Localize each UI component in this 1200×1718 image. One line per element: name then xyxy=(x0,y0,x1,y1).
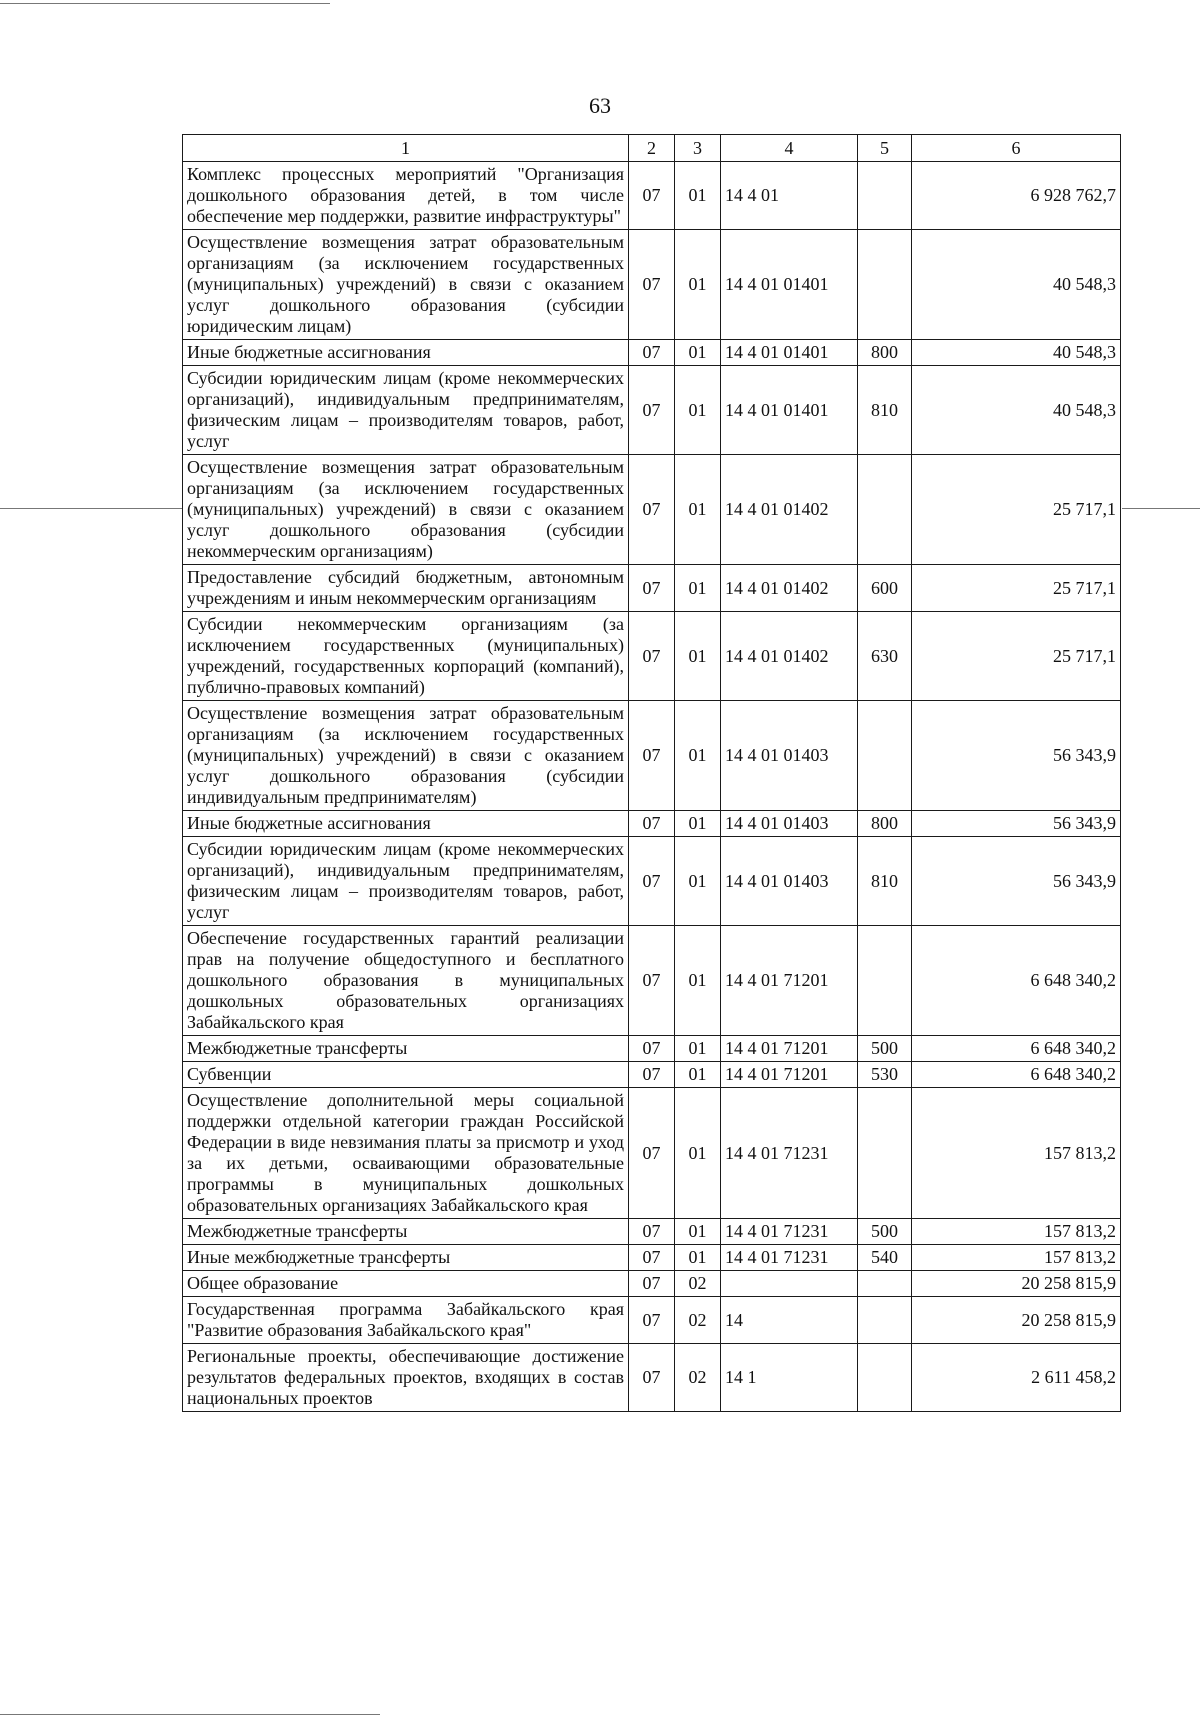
row-amount: 40 548,3 xyxy=(912,230,1121,340)
row-amount: 157 813,2 xyxy=(912,1245,1121,1271)
row-expense-type xyxy=(858,926,912,1036)
table-row xyxy=(183,1036,1121,1062)
page-number: 63 xyxy=(589,93,611,118)
row-subsection: 02 xyxy=(675,1297,721,1344)
row-expense-type: 500 xyxy=(858,1036,912,1062)
row-amount: 6 648 340,2 xyxy=(912,926,1121,1036)
row-name: Комплекс процессных мероприятий "Организация дошкольного образования детей, в том числе обеспечение мер поддержки, развитие инфраструктуры" xyxy=(183,162,629,230)
row-section: 07 xyxy=(629,1271,675,1297)
row-expense-type: 500 xyxy=(858,1219,912,1245)
row-section: 07 xyxy=(629,230,675,340)
row-name: Осуществление возмещения затрат образовательным организациям (за исключением государственных (муниципальных) учреждений) в связи с оказанием услуг дошкольного образования (субсидии юридическим лицам) xyxy=(183,230,629,340)
row-subsection: 01 xyxy=(675,701,721,811)
row-amount: 20 258 815,9 xyxy=(912,1297,1121,1344)
table-row xyxy=(183,1344,1121,1412)
row-name: Осуществление дополнительной меры социальной поддержки отдельной категории граждан Российской Федерации в виде невзимания платы за присмотр и уход за их детьми, осваивающими образовательные программы в муниципальных дошкольных образовательных организациях Забайкальского края xyxy=(183,1088,629,1219)
row-section: 07 xyxy=(629,366,675,455)
row-section: 07 xyxy=(629,340,675,366)
row-target-article: 14 4 01 01402 xyxy=(721,565,858,612)
row-expense-type xyxy=(858,1271,912,1297)
row-name: Субсидии юридическим лицам (кроме некоммерческих организаций), индивидуальным предпринимателям, физическим лицам – производителям товаров, работ, услуг xyxy=(183,837,629,926)
row-section: 07 xyxy=(629,1219,675,1245)
table-header xyxy=(183,135,1121,162)
row-amount: 40 548,3 xyxy=(912,366,1121,455)
row-amount: 157 813,2 xyxy=(912,1219,1121,1245)
row-target-article: 14 4 01 71201 xyxy=(721,1036,858,1062)
row-target-article: 14 1 xyxy=(721,1344,858,1412)
row-expense-type xyxy=(858,162,912,230)
row-section: 07 xyxy=(629,1036,675,1062)
row-target-article: 14 4 01 01401 xyxy=(721,340,858,366)
table-row xyxy=(183,612,1121,701)
row-expense-type: 810 xyxy=(858,366,912,455)
table-row xyxy=(183,1062,1121,1088)
row-expense-type: 600 xyxy=(858,565,912,612)
row-target-article: 14 4 01 71231 xyxy=(721,1088,858,1219)
row-subsection: 01 xyxy=(675,837,721,926)
table-row xyxy=(183,162,1121,230)
row-expense-type xyxy=(858,701,912,811)
row-amount: 25 717,1 xyxy=(912,565,1121,612)
row-target-article: 14 4 01 01401 xyxy=(721,366,858,455)
row-subsection: 02 xyxy=(675,1344,721,1412)
row-subsection: 01 xyxy=(675,230,721,340)
table-row xyxy=(183,1271,1121,1297)
row-target-article: 14 4 01 01402 xyxy=(721,612,858,701)
table-row xyxy=(183,565,1121,612)
row-expense-type: 810 xyxy=(858,837,912,926)
header-col-2: 2 xyxy=(629,135,675,162)
row-expense-type xyxy=(858,455,912,565)
row-amount: 157 813,2 xyxy=(912,1088,1121,1219)
budget-table xyxy=(182,134,1121,1412)
row-target-article: 14 4 01 xyxy=(721,162,858,230)
row-amount: 2 611 458,2 xyxy=(912,1344,1121,1412)
row-amount: 6 928 762,7 xyxy=(912,162,1121,230)
row-section: 07 xyxy=(629,612,675,701)
row-amount: 56 343,9 xyxy=(912,811,1121,837)
row-subsection: 02 xyxy=(675,1271,721,1297)
row-amount: 25 717,1 xyxy=(912,612,1121,701)
table-row xyxy=(183,1219,1121,1245)
row-name: Иные бюджетные ассигнования xyxy=(183,811,629,837)
row-name: Осуществление возмещения затрат образовательным организациям (за исключением государственных (муниципальных) учреждений) в связи с оказанием услуг дошкольного образования (субсидии индивидуальным предпринимателям) xyxy=(183,701,629,811)
row-target-article: 14 4 01 01402 xyxy=(721,455,858,565)
header-col-5: 5 xyxy=(858,135,912,162)
table-body xyxy=(183,162,1121,1412)
row-target-article: 14 4 01 71231 xyxy=(721,1219,858,1245)
row-expense-type: 800 xyxy=(858,340,912,366)
mid-left-rule xyxy=(0,508,182,509)
row-name: Обеспечение государственных гарантий реализации прав на получение общедоступного и бесплатного дошкольного образования в муниципальных дошкольных образовательных организациях Забайкальского края xyxy=(183,926,629,1036)
row-target-article: 14 4 01 71231 xyxy=(721,1245,858,1271)
row-section: 07 xyxy=(629,455,675,565)
row-name: Осуществление возмещения затрат образовательным организациям (за исключением государственных (муниципальных) учреждений) в связи с оказанием услуг дошкольного образования (субсидии некоммерческим организациям) xyxy=(183,455,629,565)
row-section: 07 xyxy=(629,565,675,612)
header-col-6: 6 xyxy=(912,135,1121,162)
table-row xyxy=(183,340,1121,366)
row-expense-type: 800 xyxy=(858,811,912,837)
row-section: 07 xyxy=(629,926,675,1036)
row-name: Иные бюджетные ассигнования xyxy=(183,340,629,366)
row-target-article: 14 4 01 71201 xyxy=(721,1062,858,1088)
row-section: 07 xyxy=(629,837,675,926)
row-name: Субсидии некоммерческим организациям (за исключением государственных (муниципальных) учреждений, государственных корпораций (компаний), публично-правовых компаний) xyxy=(183,612,629,701)
row-amount: 56 343,9 xyxy=(912,701,1121,811)
row-name: Субвенции xyxy=(183,1062,629,1088)
row-amount: 6 648 340,2 xyxy=(912,1036,1121,1062)
row-amount: 40 548,3 xyxy=(912,340,1121,366)
row-section: 07 xyxy=(629,1245,675,1271)
row-section: 07 xyxy=(629,1062,675,1088)
row-subsection: 01 xyxy=(675,1062,721,1088)
row-target-article: 14 xyxy=(721,1297,858,1344)
table-row xyxy=(183,455,1121,565)
row-subsection: 01 xyxy=(675,565,721,612)
header-col-1: 1 xyxy=(183,135,629,162)
table-row xyxy=(183,811,1121,837)
row-name: Межбюджетные трансферты xyxy=(183,1219,629,1245)
row-section: 07 xyxy=(629,1297,675,1344)
table-row xyxy=(183,837,1121,926)
row-subsection: 01 xyxy=(675,1088,721,1219)
row-expense-type xyxy=(858,1344,912,1412)
row-expense-type xyxy=(858,1297,912,1344)
row-target-article: 14 4 01 01403 xyxy=(721,811,858,837)
row-subsection: 01 xyxy=(675,340,721,366)
table-row xyxy=(183,1088,1121,1219)
row-section: 07 xyxy=(629,1088,675,1219)
row-amount: 56 343,9 xyxy=(912,837,1121,926)
row-expense-type xyxy=(858,230,912,340)
table-row xyxy=(183,1297,1121,1344)
row-name: Государственная программа Забайкальского края "Развитие образования Забайкальского края" xyxy=(183,1297,629,1344)
row-amount: 25 717,1 xyxy=(912,455,1121,565)
row-subsection: 01 xyxy=(675,926,721,1036)
row-name: Субсидии юридическим лицам (кроме некоммерческих организаций), индивидуальным предпринимателям, физическим лицам – производителям товаров, работ, услуг xyxy=(183,366,629,455)
row-section: 07 xyxy=(629,1344,675,1412)
row-subsection: 01 xyxy=(675,366,721,455)
table-row xyxy=(183,1245,1121,1271)
row-subsection: 01 xyxy=(675,1245,721,1271)
row-expense-type: 630 xyxy=(858,612,912,701)
row-subsection: 01 xyxy=(675,162,721,230)
row-name: Иные межбюджетные трансферты xyxy=(183,1245,629,1271)
row-subsection: 01 xyxy=(675,1036,721,1062)
row-amount: 20 258 815,9 xyxy=(912,1271,1121,1297)
header-row xyxy=(183,135,1121,162)
row-expense-type xyxy=(858,1088,912,1219)
row-target-article: 14 4 01 01403 xyxy=(721,837,858,926)
row-section: 07 xyxy=(629,811,675,837)
mid-right-rule xyxy=(1122,508,1200,509)
header-col-4: 4 xyxy=(721,135,858,162)
bottom-left-rule xyxy=(0,1714,380,1715)
row-subsection: 01 xyxy=(675,612,721,701)
top-left-rule xyxy=(0,3,330,4)
row-target-article xyxy=(721,1271,858,1297)
row-target-article: 14 4 01 01403 xyxy=(721,701,858,811)
row-amount: 6 648 340,2 xyxy=(912,1062,1121,1088)
row-subsection: 01 xyxy=(675,455,721,565)
row-expense-type: 530 xyxy=(858,1062,912,1088)
row-expense-type: 540 xyxy=(858,1245,912,1271)
row-target-article: 14 4 01 01401 xyxy=(721,230,858,340)
table-row xyxy=(183,366,1121,455)
row-name: Межбюджетные трансферты xyxy=(183,1036,629,1062)
row-subsection: 01 xyxy=(675,811,721,837)
header-col-3: 3 xyxy=(675,135,721,162)
row-name: Общее образование xyxy=(183,1271,629,1297)
row-section: 07 xyxy=(629,701,675,811)
row-name: Предоставление субсидий бюджетным, автономным учреждениям и иным некоммерческим организациям xyxy=(183,565,629,612)
row-name: Региональные проекты, обеспечивающие достижение результатов федеральных проектов, входящих в состав национальных проектов xyxy=(183,1344,629,1412)
table-row xyxy=(183,926,1121,1036)
row-subsection: 01 xyxy=(675,1219,721,1245)
row-target-article: 14 4 01 71201 xyxy=(721,926,858,1036)
table-row xyxy=(183,230,1121,340)
row-section: 07 xyxy=(629,162,675,230)
table-row xyxy=(183,701,1121,811)
